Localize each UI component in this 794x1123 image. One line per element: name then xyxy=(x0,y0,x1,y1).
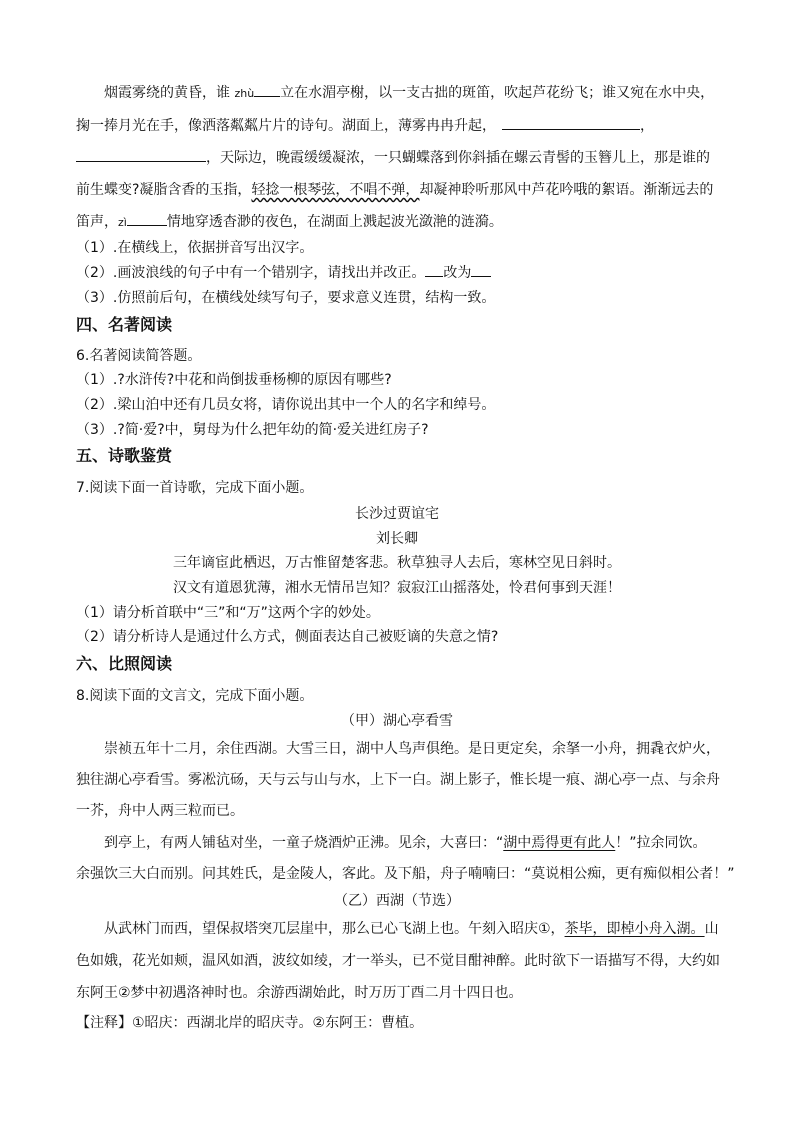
poem-author: 刘长卿 xyxy=(376,531,418,547)
section-heading-poetry: 五、诗歌鉴赏 xyxy=(76,446,173,465)
underlined-sentence-a: 湖中焉得更有此人 xyxy=(503,835,616,851)
passage-text: 烟霞雾绕的黄昏，谁 xyxy=(104,85,235,101)
passage-text: ，天际边，晚霞缓缓凝浓，一只蝴蝶落到你斜插在螺云青髻的玉簪儿上，那是谁的 xyxy=(206,150,710,166)
passage-text: ， xyxy=(640,118,654,134)
passage-line-5 xyxy=(76,211,503,231)
poem-title: 长沙过贾谊宅 xyxy=(355,506,439,522)
pinyin-zi: zì xyxy=(118,216,127,229)
q5-sub-3: （3）.仿照前后句，在横线处续写句子，要求意义连贯，结构一致。 xyxy=(76,290,496,306)
q5-sub-1: （1）.在横线上，依据拼音写出汉字。 xyxy=(76,240,314,256)
section-heading-classics: 四、名著阅读 xyxy=(76,315,173,334)
q5-sub-2-text: （2）.画波浪线的句子中有一个错别字，请找出并改正。 xyxy=(76,265,426,281)
text-a-p2-text: 到亭上，有两人铺毡对坐，一童子烧酒炉正沸。见余，大喜曰：“ xyxy=(104,835,504,851)
blank-continue-1 xyxy=(502,115,640,130)
q6-prompt: 6.名著阅读简答题。 xyxy=(76,348,202,364)
passage-text: 立在水湄亭榭，以一支古拙的斑笛，吹起芦花纷飞；谁又宛在水中央， xyxy=(280,85,715,101)
q5-sub-2 xyxy=(76,262,491,282)
text-b-line-1 xyxy=(104,918,719,938)
passage-text: 掬一捧月光在手，像洒落粼粼片片的诗句。湖面上，薄雾冉冉升起， xyxy=(76,118,496,134)
section-heading-comparison: 六、比照阅读 xyxy=(76,654,173,673)
q7-sub-2: （2）请分析诗人是通过什么方式，侧面表达自己被贬谪的失意之情? xyxy=(76,629,499,645)
text-a-p2-line-2: 余强饮三大白而别。问其姓氏，是金陵人，客此。及下船，舟子喃喃曰：“莫说相公痴，更有痴似相公者！” xyxy=(76,866,735,882)
passage-line-1 xyxy=(104,82,714,102)
text-b-title: （乙）西湖（节选） xyxy=(334,893,460,909)
text-b-line-3: 东阿王②梦中初遇洛神时也。余游西湖始此，时万历丁酉二月十四日也。 xyxy=(76,985,523,1001)
q7-prompt: 7.阅读下面一首诗歌，完成下面小题。 xyxy=(76,480,314,496)
text-a-title: （甲）湖心亭看雪 xyxy=(341,713,453,729)
passage-line-3 xyxy=(76,147,710,167)
text-a-p1-line-2: 独往湖心亭看雪。雾凇沆砀，天与云与山与水，上下一白。湖上影子，惟长堤一痕、湖心亭一点、与余舟 xyxy=(76,772,720,788)
passage-line-4 xyxy=(76,179,713,199)
passage-text: 却凝神聆听那风中芦花吟哦的絮语。渐渐远去的 xyxy=(419,182,714,198)
q5-sub-2-text: 改为 xyxy=(443,265,472,281)
text-a-p2-text: ！”拉余同饮。 xyxy=(615,835,707,851)
passage-text: 笛声， xyxy=(76,214,118,230)
text-b-line-2: 色如娥，花光如颊，温风如酒，波纹如绫，才一举头，已不觉目酣神醉。此时欲下一语描写不得，大约如 xyxy=(76,953,720,969)
q6-sub-2: （2）.梁山泊中还有几员女将，请你说出其中一个人的名字和绰号。 xyxy=(76,397,496,413)
text-a-p2-line-1 xyxy=(104,832,707,852)
underlined-sentence-b: 茶毕，即棹小舟入湖。 xyxy=(564,921,705,937)
text-b-text: 从武林门而西，望保叔塔突兀层崖中，那么已心飞湖上也。午刻入昭庆①， xyxy=(104,921,565,937)
passage-text: 情地穿透杳渺的夜色，在湖面上溅起波光潋滟的涟漪。 xyxy=(166,214,503,230)
q8-prompt: 8.阅读下面的文言文，完成下面小题。 xyxy=(76,688,314,704)
poem-line-2: 汉文有道恩犹薄，湘水无情吊岂知？寂寂江山摇落处，怜君何事到天涯！ xyxy=(173,580,621,596)
blank-zhu xyxy=(254,82,280,97)
q6-sub-1: （1）.?水浒传?中花和尚倒拔垂杨柳的原因有哪些? xyxy=(76,372,392,388)
text-a-p1-line-1: 崇祯五年十二月，余住西湖。大雪三日，湖中人鸟声俱绝。是日更定矣，余拏一小舟，拥毳衣炉火， xyxy=(104,741,720,757)
q7-sub-1: （1）请分析首联中“三”和“万”这两个字的妙处。 xyxy=(76,605,380,621)
blank-zi xyxy=(127,211,167,226)
annotation-note: 【注释】①昭庆：西湖北岸的昭庆寺。②东阿王：曹植。 xyxy=(76,1015,424,1031)
poem-line-1: 三年谪宦此栖迟，万古惟留楚客悲。秋草独寻人去后，寒林空见日斜时。 xyxy=(173,555,621,571)
blank-wrong-char xyxy=(425,262,443,277)
text-b-text: 山 xyxy=(704,921,719,937)
pinyin-zhu: zhù xyxy=(234,87,255,100)
passage-line-2 xyxy=(76,115,654,135)
wavy-underlined-sentence: 轻捻一根琴弦，不唱不弹， xyxy=(251,182,420,198)
blank-continue-2 xyxy=(76,147,206,162)
q6-sub-3: （3）.?简·爱?中，舅母为什么把年幼的简·爱关进红房子? xyxy=(76,422,429,438)
passage-text: 前生蝶变?凝脂含香的玉指， xyxy=(76,182,252,198)
blank-correct-char xyxy=(471,262,491,277)
text-a-p1-line-3: 一芥，舟中人两三粒而已。 xyxy=(76,803,244,819)
